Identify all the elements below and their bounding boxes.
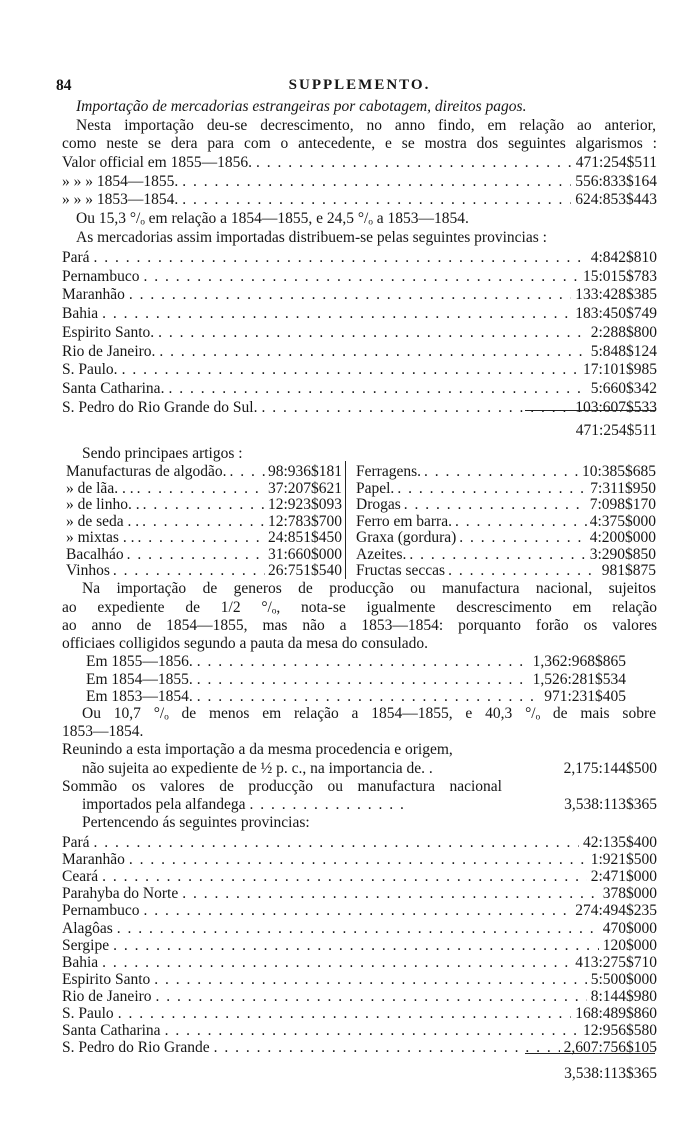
row-label: S. Pedro do Rio Grande do Sul. — [62, 398, 258, 416]
row-value: 5:848$124 — [590, 342, 657, 360]
row-value: 120$000 — [602, 936, 657, 954]
row-label: S. Paulo — [62, 1005, 114, 1022]
paragraph-line: não sujeita ao expediente de ½ p. c., na importancia de. . — [82, 760, 433, 777]
row-label: Fructas seccas — [356, 562, 446, 579]
dot-leader — [113, 561, 265, 580]
row-label: » de linho. . — [66, 496, 140, 513]
dot-leader — [197, 652, 529, 671]
dot-leader — [158, 323, 587, 342]
row-value: 413:275$710 — [575, 953, 657, 971]
section-title: Importação de mercadorias estrangeiras por cabotagem, direitos pagos. — [76, 98, 527, 115]
paragraph-line: ao anno de 1854—1855, mas não a 1853—1854: porquanto forão os valores — [62, 617, 657, 634]
row-label: Bahia — [62, 305, 99, 323]
row-label: Espirito Santo — [62, 970, 151, 988]
row-value: 24:851$450 — [267, 529, 342, 546]
row-value: 5:500$000 — [590, 970, 657, 988]
row-label: Espirito Santo. — [62, 323, 155, 341]
provinces-1-total: 471:254$511 — [575, 422, 657, 439]
paragraph-line: Reunindo a esta importação a da mesma procedencia e origem, — [62, 741, 453, 758]
row-value: 971:231$405 — [544, 688, 626, 705]
row-label: Em 1855—1856. — [86, 653, 193, 670]
dot-leader — [448, 561, 599, 580]
list-row — [356, 561, 656, 580]
dot-leader — [261, 398, 571, 417]
row-value: 4:375$000 — [589, 512, 656, 530]
list-row — [86, 652, 626, 671]
dot-leader — [182, 172, 571, 191]
row-value: 103:607$533 — [575, 398, 657, 416]
row-label: Ferro em barra. — [356, 512, 452, 530]
paragraph-line: Nesta importação deu-se decrescimento, no anno findo, em relação ao anterior, — [76, 117, 656, 134]
row-label: » » » 1853—1854. — [62, 191, 179, 208]
row-value: 15:015$783 — [582, 267, 657, 285]
row-label: Em 1853—1854. — [86, 688, 193, 705]
row-label: S. Pedro do Rio Grande — [62, 1039, 210, 1057]
row-label: Santa Catharina. — [62, 379, 165, 397]
paragraph-line: como neste se dera para com o antecedente, e se mostra dos seguintes algarismos : — [62, 135, 657, 152]
dot-leader — [129, 285, 571, 304]
dot-leader — [122, 360, 579, 379]
row-label: Bahia — [62, 953, 99, 971]
row-label: Rio de Janeiro. — [62, 342, 156, 360]
list-row — [62, 1038, 657, 1057]
row-label: Ceará — [62, 868, 99, 886]
list-row — [62, 267, 657, 286]
row-value: 1:921$500 — [590, 851, 657, 869]
row-value: 2:288$800 — [590, 323, 657, 341]
list-row — [62, 172, 657, 191]
paragraph-line: Pertencendo ás seguintes provincias: — [82, 814, 310, 831]
dot-leader — [168, 379, 586, 398]
dot-leader — [197, 670, 529, 689]
row-value: 4:842$810 — [590, 249, 657, 266]
list-row — [66, 561, 342, 580]
row-value: 5:660$342 — [590, 379, 657, 397]
row-label: Pernambuco — [62, 267, 140, 285]
row-label: Sergipe — [62, 936, 110, 954]
paragraph-line: Sommão os valores de producção ou manufactura nacional — [62, 778, 502, 795]
list-row — [62, 398, 657, 417]
row-label: S. Paulo. — [62, 361, 118, 379]
row-value: 98:936$181 — [267, 463, 342, 480]
list-row — [86, 670, 626, 689]
row-value: 981$875 — [601, 562, 656, 579]
row-value: 133:428$385 — [575, 286, 657, 304]
page-number: 84 — [56, 77, 72, 94]
row-label: Maranhão — [62, 286, 125, 304]
dot-leader — [182, 190, 571, 209]
row-label: Alagôas — [62, 919, 113, 937]
row-label: Maranhão — [62, 851, 125, 869]
row-label: » de lãa. . . — [66, 479, 134, 497]
row-value: 3:290$850 — [589, 545, 656, 563]
paragraph-line: Ou 10,7 °/ₒ de menos em relação a 1854—1855, e 40,3 °/ₒ de mais sobre — [82, 705, 656, 722]
dot-leader — [256, 153, 572, 172]
row-value: 2:471$000 — [590, 868, 657, 886]
paragraph-line: 1853—1854. — [62, 723, 144, 740]
running-head: SUPPLEMENTO. — [288, 77, 431, 93]
row-label: » de seda . . — [66, 512, 140, 530]
paragraph-value: 2,175:144$500 — [563, 760, 657, 777]
list-row — [62, 304, 657, 323]
list-row — [62, 379, 657, 398]
row-value: 1,526:281$534 — [532, 670, 626, 688]
row-value: 10:385$685 — [581, 463, 656, 480]
row-label: Pará — [62, 834, 90, 851]
row-label: » » » 1854—1855. — [62, 172, 179, 190]
row-value: 8:144$980 — [590, 987, 657, 1005]
row-label: Ferragens. — [356, 463, 421, 480]
row-value: 3,538:113$365 — [564, 796, 657, 813]
row-value: 168:489$860 — [575, 1005, 657, 1022]
row-label: Azeites. — [356, 545, 407, 563]
row-label: Bacalháo — [66, 545, 124, 563]
row-value: 274:494$235 — [575, 902, 657, 920]
list-row — [62, 248, 657, 267]
row-label: Papel. — [356, 479, 395, 497]
list-row — [62, 285, 657, 304]
row-value: 37:207$621 — [267, 479, 342, 497]
row-value: 31:660$000 — [267, 545, 342, 563]
row-value: 378$000 — [602, 885, 657, 903]
row-label: Santa Catharina — [62, 1022, 161, 1040]
row-label: Rio de Janeiro — [62, 987, 152, 1005]
row-label: Pernambuco — [62, 902, 140, 920]
row-label: Pará — [62, 249, 90, 266]
dot-leader — [250, 795, 405, 814]
row-label: importados pela alfandega — [82, 796, 246, 813]
total-rule — [525, 410, 655, 411]
paragraph-line: Na importação de generos de producção ou manufactura nacional, sujeitos — [82, 580, 656, 597]
row-label: Valor official em 1855—1856. — [62, 154, 252, 171]
paragraph-line: As mercadorias assim importadas distribuem-se pelas seguintes provincias : — [76, 229, 547, 246]
row-value: 2,607:756$105 — [563, 1039, 657, 1057]
total-rule — [525, 1053, 655, 1054]
column-divider — [345, 461, 346, 579]
dot-leader — [94, 248, 587, 267]
list-row — [62, 153, 657, 172]
dot-leader — [159, 342, 586, 361]
articles-intro: Sendo principaes artigos : — [82, 445, 243, 462]
list-row — [62, 190, 657, 209]
dot-leader — [214, 1038, 560, 1057]
row-value: 624:853$443 — [575, 191, 657, 208]
row-value: 17:101$985 — [582, 361, 657, 379]
row-value: 42:135$400 — [582, 834, 657, 851]
row-value: 1,362:968$865 — [532, 653, 626, 670]
row-label: Parahyba do Norte — [62, 885, 179, 903]
row-label: Em 1854—1855. — [86, 670, 193, 688]
paragraph-line: Ou 15,3 °/ₒ em relação a 1854—1855, e 24,5 °/ₒ a 1853—1854. — [76, 210, 469, 227]
row-value: 183:450$749 — [575, 305, 657, 323]
row-label: Drogas — [356, 496, 401, 513]
list-row — [62, 323, 657, 342]
row-value: 12:956$580 — [582, 1022, 657, 1040]
row-value: 7:311$950 — [590, 479, 656, 497]
row-value: 26:751$540 — [267, 562, 342, 579]
paragraph-row — [82, 795, 657, 814]
row-value: 12:923$093 — [267, 496, 342, 513]
row-value: 12:783$700 — [267, 512, 342, 530]
row-label: Manufacturas de algodão. — [66, 463, 227, 480]
dot-leader — [102, 304, 571, 323]
row-value: 556:833$164 — [575, 172, 657, 190]
row-value: 7:098$170 — [589, 496, 656, 513]
row-label: Vinhos — [66, 562, 110, 579]
list-row — [62, 342, 657, 361]
paragraph-line: ao expediente de 1/2 °/ₒ, nota-se igualmente descrescimento em relação — [62, 599, 657, 616]
list-row — [62, 360, 657, 379]
provinces-2-total: 3,538:113$365 — [564, 1065, 657, 1082]
row-value: 4:200$000 — [589, 529, 656, 546]
paragraph-line: officiaes colligidos segundo a pauta da mesa do consulado. — [62, 635, 429, 652]
row-value: 470$000 — [602, 919, 657, 937]
dot-leader — [143, 267, 578, 286]
row-value: 471:254$511 — [575, 154, 657, 171]
row-label: » mixtas . . — [66, 529, 135, 546]
row-label: Graxa (gordura) — [356, 529, 457, 546]
